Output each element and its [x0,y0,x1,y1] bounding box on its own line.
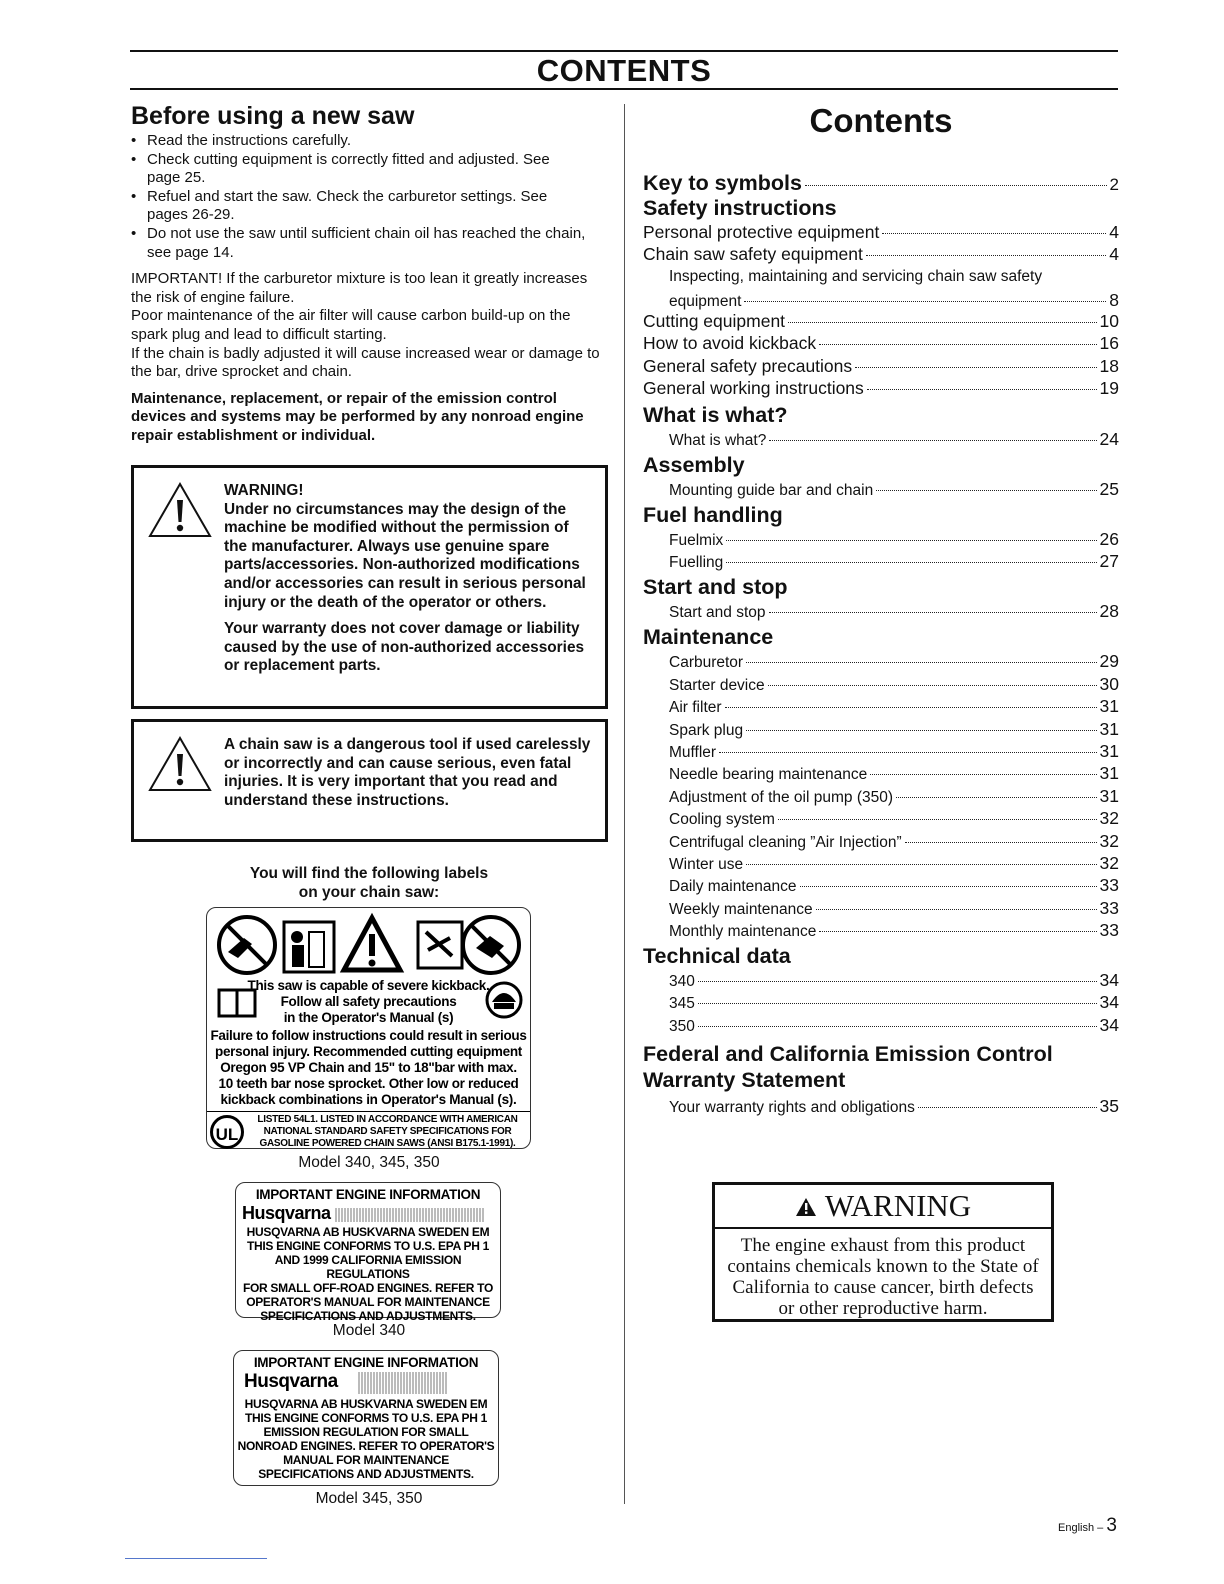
warning-heading: WARNING! [224,482,304,499]
model-caption: Model 345, 350 [315,1490,423,1507]
label-line: Oregon 95 VP Chain and 15" to 18"bar with max. [220,1060,517,1075]
toc-heading: Safety instructions [643,196,837,220]
barcode-icon [358,1372,448,1394]
toc-entry[interactable]: Fuelmix 26 [669,529,1119,549]
top-rule [130,50,1118,52]
husqvarna-logo: Husqvarna [244,1371,338,1392]
engine-info-label-340 [235,1182,501,1323]
column-divider [624,104,625,1504]
warning-triangle-icon [148,736,212,792]
toc-entry[interactable]: Starter device 30 [669,674,1119,694]
emission-note: Maintenance, replacement, or repair of the emission control devices and systems may be performed by any nonroad engine repair establishment or individual. [131,389,584,444]
warning-text: Under no circumstances may the design of the machine be modified without the permission of the manufacturer. Always use genuine spare parts/accessories. Non-authorized modifications and/or accessories can result in serious personal injury or the death of the operator or others. [224,500,586,611]
engine-info-label-345-350 [233,1350,499,1486]
toc-entry[interactable]: General working instructions 19 [643,378,1119,398]
label-line: SPECIFICATIONS AND ADJUSTMENTS. [260,1309,476,1323]
toc-entry[interactable]: equipment 8 [669,290,1119,310]
helmet-icon [484,980,524,1020]
toc-heading: Fuel handling [643,503,783,527]
important-notes [131,270,607,382]
warning-text-block [224,482,595,676]
toc-entry[interactable]: 340 34 [669,970,1119,990]
toc-entry[interactable]: Air filter 31 [669,696,1119,716]
toc-entry[interactable]: Weekly maintenance 33 [669,898,1119,918]
label-line: IMPORTANT ENGINE INFORMATION [253,1355,479,1370]
warning-text: A chain saw is a dangerous tool if used carelessly or incorrectly and can cause serious, even fatal injuries. It is very important that you read and understand these instructions. [224,736,591,809]
page-footer [1058,1515,1117,1537]
bottom-link-line [125,1558,267,1559]
left-column [131,100,607,446]
safety-pictograms-icon [214,912,524,978]
toc-entry[interactable]: How to avoid kickback 16 [643,333,1119,353]
list-item: • Read the instructions carefully. [131,132,607,151]
prop65-heading [715,1187,1051,1225]
label-line: kickback combinations in Operator's Manual (s). [220,1092,517,1107]
warning-triangle-icon [148,482,212,538]
model-caption: Model 340, 345, 350 [298,1154,440,1171]
labels-caption [131,864,607,902]
prop65-divider [715,1227,1051,1229]
label-line: LISTED 54L1. LISTED IN ACCORDANCE WITH AMERICAN [257,1114,518,1125]
toc-entry[interactable]: Your warranty rights and obligations 35 [669,1096,1119,1116]
label-line: in the Operator's Manual (s) [283,1010,454,1025]
ul-logo-text: UL [215,1125,239,1144]
prop65-warning-box [712,1182,1054,1322]
label-line: HUSQVARNA AB HUSKVARNA SWEDEN EM [246,1225,490,1239]
contents-title: Contents [809,102,953,139]
label-line: SPECIFICATIONS AND ADJUSTMENTS. [258,1467,474,1481]
toc-heading: Federal and California Emission Control [643,1042,1053,1066]
warning-box-modifications [131,465,608,709]
barcode-icon [335,1208,485,1222]
footer-language: English – [1058,1522,1104,1534]
toc-entry[interactable]: Personal protective equipment 4 [643,222,1119,242]
toc-entry[interactable]: Mounting guide bar and chain 25 [669,479,1119,499]
kickback-label [206,907,531,1149]
label-line: personal injury. Recommended cutting equipment [215,1044,522,1059]
labels-caption-line: on your chain saw: [298,884,440,901]
prop65-heading-text: WARNING [824,1188,972,1223]
instructions-list [131,132,607,262]
important-note: If the chain is badly adjusted it will cause increased wear or damage to the bar, drive sprocket and chain. [131,344,600,381]
toc-entry[interactable]: 345 34 [669,992,1119,1012]
label-line: 10 teeth bar nose sprocket. Other low or reduced [218,1076,519,1091]
label-line: NATIONAL STANDARD SAFETY SPECIFICATIONS FOR [263,1126,512,1137]
label-line: NONROAD ENGINES. REFER TO OPERATOR'S [237,1439,495,1453]
list-item: • Refuel and start the saw. Check the carburetor settings. See pages 26-29. [131,188,607,225]
prop65-body: The engine exhaust from this product contains chemicals known to the State of California to cause cancer, birth defects or other reproductive harm. [727,1235,1039,1319]
label-line: GASOLINE POWERED CHAIN SAWS (ANSI B175.1-1991). [259,1138,516,1149]
toc-entry[interactable]: 350 34 [669,1015,1119,1035]
toc-entry[interactable]: Cutting equipment 10 [643,311,1119,331]
toc-entry-key-symbols[interactable]: Key to symbols 2 [643,171,1119,195]
manual-book-icon [217,988,257,1018]
section-heading: Before using a new saw [131,102,415,130]
important-note: IMPORTANT! If the carburetor mixture is too lean it greatly increases the risk of engine failure. [131,270,588,306]
label-line: OPERATOR'S MANUAL FOR MAINTENANCE [246,1295,490,1309]
husqvarna-logo: Husqvarna [242,1203,331,1223]
list-item: • Check cutting equipment is correctly fitted and adjusted. See page 25. [131,151,607,188]
label-line: THIS ENGINE CONFORMS TO U.S. EPA PH 1 [244,1411,488,1425]
toc-entry[interactable]: Centrifugal cleaning ”Air Injection” 32 [669,831,1119,851]
toc-entry[interactable]: What is what? 24 [669,429,1119,449]
label-line: THIS ENGINE CONFORMS TO U.S. EPA PH 1 [246,1239,490,1253]
header-bottom-rule [130,88,1118,90]
toc-entry[interactable]: Monthly maintenance 33 [669,920,1119,940]
toc-entry[interactable]: Chain saw safety equipment 4 [643,244,1119,264]
toc-heading: Start and stop [643,575,788,599]
ul-logo-icon [210,1115,244,1149]
toc-entry[interactable]: General safety precautions 18 [643,356,1119,376]
label-line: IMPORTANT ENGINE INFORMATION [255,1187,481,1202]
label-line: Failure to follow instructions could result in serious [210,1028,527,1043]
toc-entry[interactable]: Cooling system 32 [669,808,1119,828]
label-line: HUSQVARNA AB HUSKVARNA SWEDEN EM [244,1397,488,1411]
toc-heading: What is what? [643,403,788,427]
label-line: AND 1999 CALIFORNIA EMISSION REGULATIONS [274,1253,462,1281]
label-line: EMISSION REGULATION FOR SMALL [263,1425,469,1439]
toc-entry[interactable]: Needle bearing maintenance 31 [669,763,1119,783]
warning-triangle-icon [795,1197,817,1217]
toc-entry-text: Inspecting, maintaining and servicing chain saw safety [669,268,1043,285]
label-line: FOR SMALL OFF-ROAD ENGINES. REFER TO [242,1281,494,1295]
warranty-text: Your warranty does not cover damage or liability caused by the use of non-authorized accessories or replacement parts. [224,620,585,675]
model-caption: Model 340 [332,1322,406,1339]
toc-entry[interactable]: Muffler 31 [669,741,1119,761]
label-line: MANUAL FOR MAINTENANCE [283,1453,449,1467]
toc-heading: Warranty Statement [643,1068,846,1092]
important-note: Poor maintenance of the air filter will cause carbon build-up on the spark plug and lead to difficult starting. [131,307,571,343]
toc-entry[interactable]: Fuelling 27 [669,551,1119,571]
page-header-title: CONTENTS [536,53,712,88]
toc-heading: Technical data [643,944,791,968]
toc-entry[interactable]: Start and stop 28 [669,601,1119,621]
warning-box-dangerous-tool [131,719,608,842]
warning-text-block [224,736,595,810]
page-number: 3 [1106,1515,1117,1536]
toc-entry[interactable]: Winter use 32 [669,853,1119,873]
labels-caption-line: You will find the following labels [249,865,489,882]
toc-entry[interactable]: Spark plug 31 [669,719,1119,739]
toc-heading: Maintenance [643,625,774,649]
toc-entry[interactable]: Adjustment of the oil pump (350) 31 [669,786,1119,806]
list-item: • Do not use the saw until sufficient chain oil has reached the chain, see page 14. [131,225,607,262]
toc-heading: Assembly [643,453,745,477]
label-line: Follow all safety precautions [280,994,457,1009]
label-line: This saw is capable of severe kickback. [247,978,490,993]
toc-entry[interactable]: Carburetor 29 [669,651,1119,671]
toc-entry[interactable]: Daily maintenance 33 [669,875,1119,895]
